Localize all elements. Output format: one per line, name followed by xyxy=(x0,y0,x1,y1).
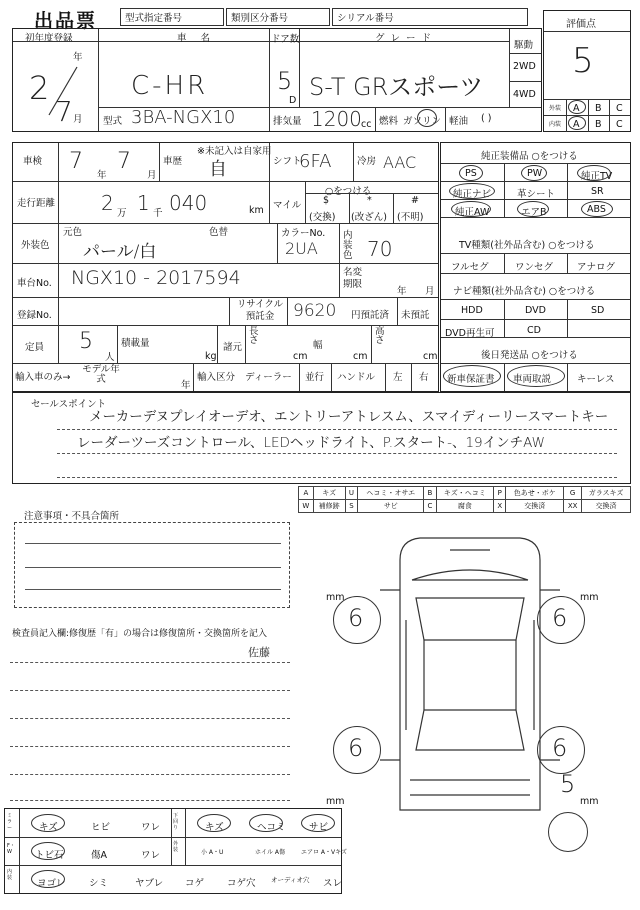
score-label: 評価点 xyxy=(566,19,596,30)
color-no-label: カラーNo. xyxy=(281,228,326,239)
equipment-block xyxy=(440,142,631,392)
grid-int-wear[interactable]: スレ xyxy=(323,878,343,889)
grid-ext-wheel[interactable]: ホイル A傷 xyxy=(255,849,286,856)
abs-circle xyxy=(581,201,613,217)
inspection-label: 車検 xyxy=(23,156,43,167)
import-dealer[interactable]: ディーラー xyxy=(245,372,292,383)
grid-mirror-break[interactable]: ワレ xyxy=(141,822,161,833)
ext-grade-a[interactable]: A xyxy=(573,103,580,114)
spare-value: 5 xyxy=(560,770,576,798)
car-name-label: 車名 xyxy=(177,33,225,44)
row-label-interior: 内装 xyxy=(7,869,13,881)
sales-point-block xyxy=(12,392,631,484)
grid-fw-break[interactable]: ワレ xyxy=(141,850,161,861)
inspection-month: 7 xyxy=(117,149,131,174)
grid-under-rust[interactable]: サビ xyxy=(309,822,329,833)
form-title: 出品票 xyxy=(34,10,98,32)
ac-label: 冷房 xyxy=(357,156,377,167)
grade-label: グレード xyxy=(375,33,438,44)
class-no-label: 類別区分番号 xyxy=(231,13,289,24)
tv-oneseg[interactable]: ワンセグ xyxy=(515,262,554,273)
deadline-label: 名変期限 xyxy=(343,267,363,290)
recycle-not-deposited[interactable]: 未預託 xyxy=(401,310,430,321)
legend-text: サビ xyxy=(358,500,424,513)
capacity-label: 定員 xyxy=(25,342,45,353)
int-dirt-circle xyxy=(31,870,65,888)
grid-mirror-scratch[interactable]: キズ xyxy=(39,822,58,833)
handle-left[interactable]: 左 xyxy=(393,372,403,383)
inspector-sign: 佐藤 xyxy=(248,646,270,659)
ac-value: AAC xyxy=(383,153,417,172)
load-label: 積載量 xyxy=(121,338,150,349)
model-year-unit: 年 xyxy=(181,380,191,391)
recycle-deposited[interactable]: 円預託済 xyxy=(351,310,390,321)
mileage-opt2-symbol: * xyxy=(367,195,372,206)
first-reg-month: 7 xyxy=(55,95,73,128)
exterior-color-value: パール/白 xyxy=(83,242,157,262)
tv-title: TV種類(社外品含む) ○をつける xyxy=(459,240,595,251)
mileage-sen-value: 1 xyxy=(137,191,150,215)
aw-circle xyxy=(451,201,491,217)
ext-label: 外装 xyxy=(549,105,562,112)
sales-point-label: セールスポイント xyxy=(31,399,107,410)
after-manual[interactable]: 車両取説 xyxy=(513,374,552,385)
orig-color-label: 元色 xyxy=(63,227,83,238)
handle-label: ハンドル xyxy=(337,372,376,383)
mileage-man-value: 2 xyxy=(101,191,114,215)
ps-circle xyxy=(459,165,483,181)
type-no-label: 型式指定番号 xyxy=(125,13,183,24)
length-label: 長さ xyxy=(249,326,259,346)
car-name-value: C-HR xyxy=(131,71,209,101)
first-reg-label: 初年度登録 xyxy=(25,33,73,44)
inspector-label: 検査員記入欄:修復歴「有」の場合は修復箇所・交換箇所を記入 xyxy=(12,629,268,639)
mileage-label: 走行距離 xyxy=(17,198,56,209)
legend-code: U xyxy=(345,487,357,500)
serial-label: シリアル番号 xyxy=(337,13,394,24)
equip-sr[interactable]: SR xyxy=(591,186,604,197)
height-label: 高さ xyxy=(375,326,385,346)
grid-fw-scratch-a[interactable]: 傷A xyxy=(91,850,107,861)
height-cm: cm xyxy=(423,351,438,362)
deadline-month: 月 xyxy=(425,286,435,297)
door-label: ドア数 xyxy=(271,34,300,45)
mileage-opt3-symbol: # xyxy=(411,195,419,206)
grid-int-stain[interactable]: シミ xyxy=(89,878,109,889)
inspection-year: 7 xyxy=(69,149,83,174)
mileage-rest-value: 040 xyxy=(169,191,208,215)
equip-aw[interactable]: 純正AW xyxy=(455,207,490,218)
mm-rl: mm xyxy=(326,796,345,807)
score-value: 5 xyxy=(572,41,594,81)
row-label-under: 下回り xyxy=(173,813,179,831)
type-no-box xyxy=(120,8,224,26)
mileage-opt1[interactable]: (交換) xyxy=(309,212,336,223)
legend-code: P xyxy=(494,487,506,500)
import-label: 輸入車のみ→ xyxy=(15,372,71,383)
manual-circle xyxy=(507,365,565,387)
legend-code: C xyxy=(424,500,436,513)
mm-fr: mm xyxy=(580,592,599,603)
grid-ext-small[interactable]: 小 A・U xyxy=(201,849,224,856)
legend-text: ヘコミ・オサエ xyxy=(358,487,424,500)
legend-text: 腐食 xyxy=(436,500,494,513)
ext-a-circle xyxy=(568,100,586,114)
legend-text: キズ・ヘコミ xyxy=(436,487,494,500)
grid-int-audiohole[interactable]: オーディオ穴 xyxy=(271,876,310,884)
grid-under-dent[interactable]: ヘコミ xyxy=(257,822,286,833)
dvd-label[interactable]: DVD再生可 xyxy=(445,328,495,339)
import-class-label: 輸入区分 xyxy=(197,372,236,383)
main-info-block xyxy=(12,142,439,392)
legend-row xyxy=(299,487,631,500)
equip-pw[interactable]: PW xyxy=(527,168,543,179)
int-label: 内装 xyxy=(549,121,562,128)
model-label: 型式 xyxy=(103,116,123,127)
equip-leather[interactable]: 革シート xyxy=(517,189,556,200)
navi-hdd[interactable]: HDD xyxy=(461,305,483,316)
ext-grade-c[interactable]: C xyxy=(616,103,623,114)
mirror-scratch-circle xyxy=(31,814,65,832)
legend-row xyxy=(299,500,631,513)
navi-circle xyxy=(449,183,495,199)
interior-color-label: 内装色 xyxy=(343,230,353,261)
notes-label: 注意事項・不具合箇所 xyxy=(24,511,120,522)
mileage-opt2[interactable]: (改ざん) xyxy=(351,212,387,223)
mileage-circle-note: ○をつける xyxy=(325,186,372,197)
mileage-sen: 千 xyxy=(153,208,163,219)
int-grade-c[interactable]: C xyxy=(616,119,623,130)
fuel-label: 燃料 xyxy=(379,116,399,127)
displacement-value: 1200 xyxy=(311,107,362,131)
pw-circle xyxy=(521,165,547,181)
grid-int-tear[interactable]: ヤブレ xyxy=(135,878,164,889)
mm-rr: mm xyxy=(580,796,599,807)
row-label-exterior: 外装 xyxy=(173,841,179,853)
legend-text: ガラスキズ xyxy=(582,487,631,500)
shift-label: シフト xyxy=(273,156,302,167)
grid-fw-chip[interactable]: トビ石 xyxy=(35,850,64,861)
legend-text: 交換済 xyxy=(506,500,564,513)
legend-code: G xyxy=(564,487,582,500)
row-label-mirror: ミラー xyxy=(7,813,13,831)
displacement-label: 排気量 xyxy=(273,116,302,127)
navi-title: ナビ種類(社外品含む) ○をつける xyxy=(453,286,596,297)
drive-2wd[interactable]: 2WD xyxy=(513,61,536,72)
tire-rr-value: 6 xyxy=(552,734,568,762)
inspection-month-mark: 月 xyxy=(147,170,157,181)
mile-label[interactable]: マイル xyxy=(273,200,302,211)
door-value: 5 xyxy=(277,67,293,95)
grid-int-burnhole[interactable]: コゲ穴 xyxy=(227,878,256,889)
under-scratch-circle xyxy=(197,814,231,832)
legend-code: XX xyxy=(564,500,582,513)
first-reg-year: 2 xyxy=(29,69,50,107)
after-keyless[interactable]: キーレス xyxy=(577,374,615,385)
sales-line-2: レーダーツーズコントロール、LEDヘッドライト、P.スタート-、19インチAW xyxy=(77,435,545,451)
year-mark: 年 xyxy=(73,52,83,63)
fuel-diesel[interactable]: 軽油 xyxy=(449,116,469,127)
grid-mirror-crack[interactable]: ヒビ xyxy=(91,822,111,833)
vehicle-info-block xyxy=(12,28,542,132)
score-box xyxy=(543,10,631,132)
cd-label[interactable]: CD xyxy=(527,325,541,336)
grid-ext-aero[interactable]: エアロ A・Vキズ xyxy=(301,849,347,856)
tire-rl-value: 6 xyxy=(348,734,364,762)
int-grade-b[interactable]: B xyxy=(595,119,602,130)
fw-chip-circle xyxy=(31,842,65,860)
width-label: 幅 xyxy=(313,340,323,351)
legend-code: W xyxy=(299,500,314,513)
warranty-circle xyxy=(443,365,501,387)
equip-airbag[interactable]: エアB xyxy=(521,207,547,218)
under-dent-circle xyxy=(249,814,283,832)
history-label: 車歴 xyxy=(163,156,183,167)
equip-tv[interactable]: 純正TV xyxy=(581,171,613,182)
tire-fr-value: 6 xyxy=(552,604,568,632)
color-label: 外装色 xyxy=(21,240,50,251)
grid-int-burn[interactable]: コゲ xyxy=(185,878,205,889)
equipment-title: 純正装備品 ○をつける xyxy=(481,151,578,162)
mileage-opt3[interactable]: (不明) xyxy=(397,212,424,223)
tire-spare xyxy=(548,812,588,852)
grid-under-scratch[interactable]: キズ xyxy=(205,822,224,833)
airbag-circle xyxy=(517,201,549,217)
mileage-opt1-symbol: $ xyxy=(323,195,330,206)
model-value: 3BA-NGX10 xyxy=(131,107,236,128)
capacity-value: 5 xyxy=(79,329,93,354)
mm-fl: mm xyxy=(326,592,345,603)
capacity-unit: 人 xyxy=(105,352,115,363)
legend-code: A xyxy=(299,487,314,500)
row-label-fw: F・W xyxy=(7,843,15,855)
shift-value: 6FA xyxy=(299,151,332,172)
fuel-gasoline[interactable]: ガソリン xyxy=(403,116,442,127)
km-unit: km xyxy=(249,205,264,216)
sales-line-1: メーカーデヌプレイオーデオ、エントリーアトレスム、スマイディーリースマートキー xyxy=(89,409,609,425)
interior-color-value: 70 xyxy=(367,237,393,261)
drive-4wd[interactable]: 4WD xyxy=(513,89,536,100)
door-d: D xyxy=(289,95,297,106)
legend-code: X xyxy=(494,500,506,513)
legend-text: キズ xyxy=(313,487,345,500)
dims-label: 諸元 xyxy=(223,342,243,353)
recycle-value: 9620 xyxy=(293,301,337,321)
int-grade-a[interactable]: A xyxy=(573,119,580,130)
equip-navi[interactable]: 純正ナビ xyxy=(453,189,492,200)
deadline-year: 年 xyxy=(397,286,407,297)
fuel-other: ( ) xyxy=(481,113,492,124)
legend-text: 交換済 xyxy=(582,500,631,513)
int-a-circle xyxy=(568,116,586,130)
notes-box xyxy=(14,522,290,608)
handle-right[interactable]: 右 xyxy=(419,372,429,383)
model-year-label: モデル年式 xyxy=(82,364,120,385)
equip-abs[interactable]: ABS xyxy=(587,204,606,215)
history-note: ※未記入は自家用 xyxy=(197,146,272,157)
legend-code: S xyxy=(345,500,357,513)
repaint-label: 色替 xyxy=(209,227,229,238)
kg-unit: kg xyxy=(205,351,217,362)
serial-box xyxy=(332,8,528,26)
damage-legend xyxy=(298,486,631,513)
width-cm: cm xyxy=(353,351,368,362)
under-rust-circle xyxy=(301,814,335,832)
grade-value: S-T GRスポーツ xyxy=(309,73,484,101)
length-cm: cm xyxy=(293,351,308,362)
grid-int-dirt[interactable]: ヨゴレ xyxy=(37,878,66,889)
mileage-man: 万 xyxy=(117,208,127,219)
bottom-check-grid xyxy=(4,808,347,894)
chassis-value: NGX10 - 2017594 xyxy=(71,267,241,289)
tv-analog[interactable]: アナログ xyxy=(577,262,616,273)
tire-fl-value: 6 xyxy=(348,604,364,632)
cc-unit: cc xyxy=(361,119,372,130)
tv-circle xyxy=(577,165,611,181)
navi-sd[interactable]: SD xyxy=(591,305,605,316)
equip-ps[interactable]: PS xyxy=(465,168,477,179)
history-value: 自 xyxy=(209,159,227,180)
import-parallel[interactable]: 並行 xyxy=(305,372,325,383)
after-warranty[interactable]: 新車保証書 xyxy=(447,374,495,385)
recycle-label: リサイクル預託金 xyxy=(236,299,284,322)
chassis-label: 車台No. xyxy=(17,278,52,289)
car-diagram xyxy=(320,520,630,820)
class-no-box xyxy=(226,8,330,26)
legend-text: 色あせ・ボケ xyxy=(506,487,564,500)
legend-code: B xyxy=(424,487,436,500)
ext-grade-b[interactable]: B xyxy=(595,103,602,114)
navi-dvd[interactable]: DVD xyxy=(525,305,546,316)
after-title: 後日発送品 ○をつける xyxy=(481,350,578,361)
reg-no-label: 登録No. xyxy=(17,310,52,321)
color-no-value: 2UA xyxy=(285,239,318,258)
legend-text: 補修跡 xyxy=(313,500,345,513)
tv-fullseg[interactable]: フルセグ xyxy=(451,262,489,273)
drive-label: 駆動 xyxy=(514,40,534,51)
inspection-year-mark: 年 xyxy=(97,170,107,181)
gasoline-circle xyxy=(417,109,437,127)
month-mark: 月 xyxy=(73,114,83,125)
